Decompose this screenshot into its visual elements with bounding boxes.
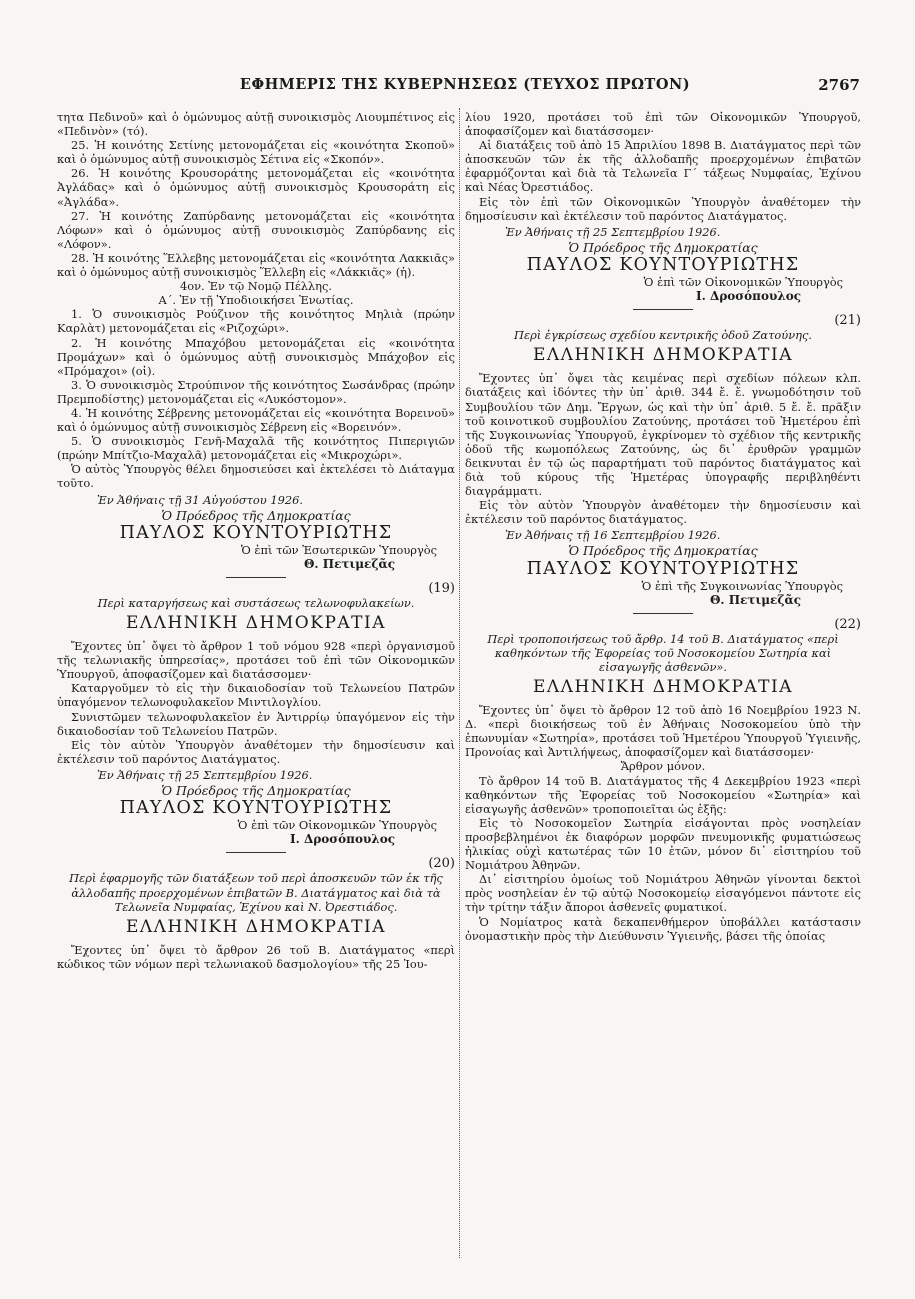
minister-title: Ὁ ἐπὶ τῶν Οἰκονομικῶν Ὑπουργὸς — [237, 818, 437, 833]
paragraph: Ἔχοντες ὑπ᾽ ὄψει τὰς κειμένας περὶ σχεδίων πόλεων κλπ. διατάξεις καὶ ἰδόντες τὴν ὑπ᾽ ἀριθ. 344 ἔ. ἔ. γνωμοδότησιν τοῦ Συμβουλίου τῶν Δημ. Ἔργων, ὡς καὶ τὴν ὑπ᾽ ἀριθ. 5 ἔ. ἔ. πρᾶξιν τοῦ κοινοτικοῦ συμβουλίου Ζατούνης, προτάσει τοῦ Ἡμετέρου ἐπὶ τῆς Συγκοινωνίας Ὑπουργοῦ, ἐγκρίνομεν τὸ σχέδιον τῆς κεντρικῆς ὁδοῦ τῆς κωμοπόλεως Ζατούνης, ὡς δι᾽ ἐρυθρῶν γραμμῶν δεικνυται ἐν τῷ ὡς παραρτήματι τοῦ παρόντος διατάγματος καὶ διὰ τοῦ κύρους τῆς Ἡμετέρας ὑπογραφῆς περιβληθέντι διαγράμματι. — [465, 371, 861, 499]
paragraph: 25. Ἡ κοινότης Σετίνης μετονομάζεται εἰς «κοινότητα Σκοποῦ» καὶ ὁ ὁμώνυμος αὐτῇ συνοικισμὸς Σέτινα εἰς «Σκοπόν». — [57, 138, 455, 167]
paragraph: Τὸ ἄρθρον 14 τοῦ Β. Διατάγματος τῆς 4 Δεκεμβρίου 1923 «περὶ καθηκόντων τῆς Ἐφορείας τοῦ Νοσοκομείου «Σωτηρία» καὶ εἰσαγωγῆς ἀσθενῶν» τροποποιεῖται ὡς ἑξῆς: — [465, 773, 861, 816]
paragraph: Ὁ Νομίατρος κατὰ δεκαπενθήμερον ὑποβάλλει κατάστασιν ὀνομαστικὴν πρὸς τὴν Διεύθυνσιν Ὑγιεινῆς, βάσει τῆς ὁποίας — [465, 914, 861, 943]
decree-date: Ἐν Ἀθήναις τῇ 25 Σεπτεμβρίου 1926. — [97, 767, 313, 782]
decree-date: Ἐν Ἀθήναις τῇ 31 Αὐγούστου 1926. — [97, 492, 303, 507]
president-name: ΠΑΥΛΟΣ ΚΟΥΝΤΟΥΡΙΩΤΗΣ — [526, 558, 800, 579]
page-header — [60, 76, 860, 98]
decree-number: (22) — [834, 616, 861, 632]
page-number: 2767 — [818, 76, 860, 94]
paragraph: 3. Ὁ συνοικισμὸς Στρούπινον τῆς κοινότητος Σωσάνδρας (πρώην Πρεμποδίστης) μετονομάζεται εἰς «Λυκόστομον». — [57, 377, 455, 406]
paragraph: 28. Ἡ κοινότης Ἕλλεβης μετονομάζεται εἰς «κοινότητα Λακκιᾶς» καὶ ὁ ὁμώνυμος αὐτῇ συνοικισμὸς Ἕλλεβη εἰς «Λάκκιᾶς» (ἡ). — [57, 250, 455, 280]
paragraph: Εἰς τὸ Νοσοκομεῖον Σωτηρία εἰσάγονται πρὸς νοσηλείαν προσβεβλημένοι ἐκ διαφόρων μορφῶν πνευμονικῆς φυματιώσεως ἡλικίας οὐχὶ κατωτέρας τῶν 10 ἐτῶν, μόνον δι᾽ εἰσιτηρίου τοῦ Νομιάτρου Ἀθηνῶν. — [465, 815, 861, 873]
paragraph: Καταργοῦμεν τὸ εἰς τὴν δικαιοδοσίαν τοῦ Τελωνείου Πατρῶν ὑπαγόμενον τελωνοφυλακεῖον Μιντιλογλίου. — [57, 681, 455, 710]
minister-name: Θ. Πετιμεζᾶς — [303, 556, 395, 571]
paragraph: Συνιστῶμεν τελωνοφυλακεῖον ἐν Ἀντιρρίῳ ὑπαγόμενον εἰς τὴν δικαιοδοσίαν τοῦ Τελωνείου Πατρῶν. — [57, 709, 455, 738]
decree-number: (19) — [428, 580, 455, 596]
paragraph: Δι᾽ εἰσιτηρίου ὁμοίως τοῦ Νομιάτρου Ἀθηνῶν γίνονται δεκτοὶ πρὸς νοσηλείαν ἐν τῷ αὐτῷ Νοσοκομείῳ εἰσαγόμενοι πάντοτε εἰς τὴν τρίτην τάξιν ἄποροι ἀσθενεῖς φυματικοί. — [465, 872, 861, 915]
minister-title: Ὁ ἐπὶ τῆς Συγκοινωνίας Ὑπουργὸς — [641, 578, 843, 593]
decree-date: Ἐν Ἀθήναις τῇ 25 Σεπτεμβρίου 1926. — [505, 224, 721, 239]
minister-name: Ι. Δροσόπουλος — [290, 832, 395, 847]
president-title: Ὁ Πρόεδρος τῆς Δημοκρατίας — [568, 239, 758, 255]
paragraph: Αἱ διατάξεις τοῦ ἀπὸ 15 Ἀπριλίου 1898 Β. Διατάγματος περὶ τῶν ἀποσκευῶν τῶν ἐκ τῆς ἀλλοδαπῆς προερχομένων ἐπιβατῶν ἐφαρμόζονται καὶ διὰ τὰ Τελωνεῖα Γ΄ τάξεως Νυμφαίας, Ἐχίνου καὶ Νέας Ὀρεστιάδος. — [465, 138, 861, 195]
decree-subject: Περὶ ἐγκρίσεως σχεδίου κεντρικῆς ὁδοῦ Ζατούνης. — [514, 328, 812, 343]
decree-subject: Περὶ τροποποιήσεως τοῦ ἄρθρ. 14 τοῦ Β. Διατάγματος «περὶ καθηκόντων τῆς Ἐφορείας τοῦ Νοσοκομείου Σωτηρία καὶ εἰσαγωγῆς ἀσθενῶν». — [487, 631, 839, 674]
president-name: ΠΑΥΛΟΣ ΚΟΥΝΤΟΥΡΙΩΤΗΣ — [119, 522, 393, 543]
paragraph: λίου 1920, προτάσει τοῦ ἐπὶ τῶν Οἰκονομικῶν Ὑπουργοῦ, ἀποφασίζομεν καὶ διατάσσομεν· — [465, 110, 861, 139]
paragraph: 27. Ἡ κοινότης Ζαπύρδανης μετονομάζεται εἰς «κοινότητα Λόφων» καὶ ὁ ὁμώνυμος αὐτῇ συνοικισμὸς Ζαπύρδανης εἰς «Λόφον». — [57, 208, 455, 251]
paragraph: 1. Ὁ συνοικισμὸς Ρούζινον τῆς κοινότητος Μηλιὰ (πρώην Καρλὰτ) μετονομάζεται εἰς «Ριζοχώρι». — [57, 307, 455, 336]
column-divider — [459, 108, 460, 1258]
minister-title: Ὁ ἐπὶ τῶν Οἰκονομικῶν Ὑπουργὸς — [643, 274, 843, 289]
subdivision-heading: Α΄. Ἐν τῇ Ὑποδιοικήσει Ἐνωτίας. — [158, 293, 354, 308]
paragraph: 2. Ἡ κοινότης Μπαχόβου μετονομάζεται εἰς «κοινότητα Προμάχων» καὶ ὁ ὁμώνυμος αὐτῇ συνοικισμὸς Μπάχοβον εἰς «Πρόμαχοι» (οἱ). — [57, 335, 455, 378]
paragraph: Ἔχοντες ὑπ᾽ ὄψει τὸ ἄρθρον 1 τοῦ νόμου 928 «περὶ ὀργανισμοῦ τῆς τελωνιακῆς ὑπηρεσίας», προτάσει τοῦ ἐπὶ τῶν Οἰκονομικῶν Ὑπουργοῦ, ἀποφασίζομεν καὶ διατάσσομεν· — [57, 639, 455, 682]
decree-date: Ἐν Ἀθήναις τῇ 16 Σεπτεμβρίου 1926. — [505, 528, 721, 543]
paragraph: Ὁ αὐτὸς Ὑπουργὸς θέλει δημοσιεύσει καὶ ἐκτελέσει τὸ Διάταγμα τοῦτο. — [57, 462, 455, 491]
nomos-heading: 4ον. Ἐν τῷ Νομῷ Πέλλης. — [180, 279, 332, 294]
decree-subject: Περὶ ἐφαρμογῆς τῶν διατάξεων τοῦ περὶ ἀποσκευῶν τῶν ἐκ τῆς ἀλλοδαπῆς προερχομένων ἐπιβατῶν Β. Διατάγματος καὶ διὰ τὰ Τελωνεῖα Νυμφαίας, Ἐχίνου καὶ Ν. Ὀρεστιάδος. — [69, 871, 443, 914]
paragraph: Ἔχοντες ὑπ᾽ ὄψει τὸ ἄρθρον 12 τοῦ ἀπὸ 16 Νοεμβρίου 1923 Ν. Δ. «περὶ διοικήσεως τοῦ ἐν Ἀθήναις Νοσοκομείου ὑπὸ τὴν ἐπωνυμίαν «Σωτηρία», προτάσει τοῦ Ἡμετέρου Ὑπουργοῦ Ὑγιεινῆς, Προνοίας καὶ Ἀντιλήψεως, ἀποφασίζομεν καὶ διατάσσομεν· — [465, 703, 861, 760]
separator-rule — [226, 852, 286, 853]
gazette-title: ΕΦΗΜΕΡΙΣ ΤΗΣ ΚΥΒΕΡΝΗΣΕΩΣ (ΤΕΥΧΟΣ ΠΡΩΤΟΝ) — [239, 76, 691, 93]
paragraph: Ἔχοντες ὑπ᾽ ὄψει τὸ ἄρθρον 26 τοῦ Β. Διατάγματος «περὶ κώδικος τῶν νόμων περὶ τελωνιακοῦ δασμολογίου» τῆς 25 Ἰου- — [57, 942, 455, 971]
paragraph: 26. Ἡ κοινότης Κρουσοράτης μετονομάζεται εἰς «κοινότητα Ἀγλάδας» καὶ ὁ ὁμώνυμος αὐτῇ συνοικισμὸς Κρουσοράτη εἰς «Ἀγλάδα». — [57, 166, 455, 209]
separator-rule — [226, 577, 286, 578]
separator-rule — [633, 613, 693, 614]
decree-subject: Περὶ καταργήσεως καὶ συστάσεως τελωνοφυλακείων. — [97, 596, 415, 610]
republic-heading: ΕΛΛΗΝΙΚΗ ΔΗΜΟΚΡΑΤΙΑ — [125, 613, 386, 634]
president-title: Ὁ Πρόεδρος τῆς Δημοκρατίας — [161, 783, 351, 799]
separator-rule — [633, 309, 693, 310]
paragraph: Εἰς τὸν ἐπὶ τῶν Οἰκονομικῶν Ὑπουργὸν ἀναθέτομεν τὴν δημοσίευσιν καὶ ἐκτέλεσιν τοῦ παρόντος Διατάγματος. — [465, 194, 861, 223]
minister-title: Ὁ ἐπὶ τῶν Ἐσωτερικῶν Ὑπουργὸς — [240, 542, 437, 557]
decree-number: (21) — [834, 313, 861, 329]
republic-heading: ΕΛΛΗΝΙΚΗ ΔΗΜΟΚΡΑΤΙΑ — [532, 677, 793, 698]
article-heading: Ἄρθρον μόνον. — [620, 759, 706, 774]
paragraph: 4. Ἡ κοινότης Σέβρενης μετονομάζεται εἰς «κοινότητα Βορεινοῦ» καὶ ὁ ὁμώνυμος αὐτῇ συνοικισμὸς Σέβρενη εἰς «Βορεινόν». — [57, 405, 455, 435]
minister-name: Θ. Πετιμεζᾶς — [709, 592, 801, 607]
president-title: Ὁ Πρόεδρος τῆς Δημοκρατίας — [161, 507, 351, 523]
minister-name: Ι. Δροσόπουλος — [696, 289, 801, 304]
right-column — [465, 110, 861, 943]
left-column — [57, 110, 455, 971]
paragraph: τητα Πεδινοῦ» καὶ ὁ ὁμώνυμος αὐτῇ συνοικισμὸς Λιουμπέτινος εἰς «Πεδινὸν» (τό). — [57, 110, 455, 139]
paragraph: Εἰς τὸν αὐτὸν Ὑπουργὸν ἀναθέτομεν τὴν δημοσίευσιν καὶ ἐκτέλεσιν τοῦ παρόντος Διατάγματος. — [57, 737, 455, 766]
paragraph: Εἰς τὸν αὐτὸν Ὑπουργὸν ἀναθέτομεν τὴν δημοσίευσιν καὶ ἐκτέλεσιν τοῦ παρόντος διατάγματος. — [465, 498, 861, 527]
republic-heading: ΕΛΛΗΝΙΚΗ ΔΗΜΟΚΡΑΤΙΑ — [532, 345, 793, 366]
decree-number: (20) — [428, 856, 455, 872]
president-title: Ὁ Πρόεδρος τῆς Δημοκρατίας — [568, 543, 758, 559]
republic-heading: ΕΛΛΗΝΙΚΗ ΔΗΜΟΚΡΑΤΙΑ — [125, 916, 386, 937]
president-name: ΠΑΥΛΟΣ ΚΟΥΝΤΟΥΡΙΩΤΗΣ — [119, 798, 393, 819]
paragraph: 5. Ὁ συνοικισμὸς Γενῆ-Μαχαλᾶ τῆς κοινότητος Πιπεριγιῶν (πρώην Μπίτζιο-Μαχαλᾶ) μετονομάζεται εἰς «Μικροχώρι». — [57, 434, 455, 463]
president-name: ΠΑΥΛΟΣ ΚΟΥΝΤΟΥΡΙΩΤΗΣ — [526, 254, 800, 275]
